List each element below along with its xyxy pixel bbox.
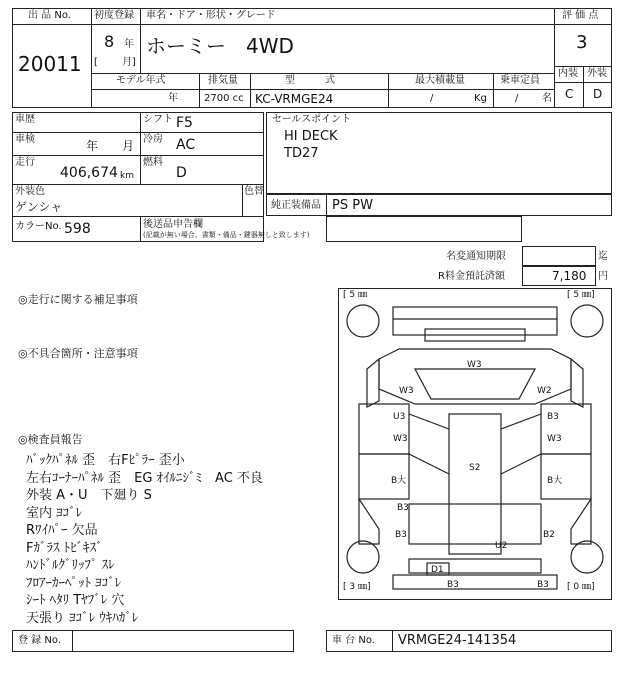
damage-mark: W3 (547, 434, 562, 444)
inspection-label: 車検 (15, 134, 35, 145)
tire-rr-label: [ 0 ㎜] (567, 582, 595, 592)
inspector-line: 室内 ﾖｺﾞﾚ (26, 505, 83, 521)
chassis-label: 車 台 No. (332, 635, 375, 646)
damage-mark: U3 (393, 412, 406, 422)
inspector-line: ﾌﾛｱｰｶｰﾍﾟｯﾄ ﾖｺﾞﾚ (26, 575, 122, 591)
damage-mark: B3 (547, 412, 559, 422)
chassis: VRMGE24-141354 (398, 633, 517, 648)
inspector-lines (26, 449, 326, 624)
max-load-unit: Kg (474, 93, 487, 104)
mileage-unit: km (120, 171, 134, 181)
first-reg-label: 初度登録 (94, 10, 134, 21)
damage-mark: W3 (393, 434, 408, 444)
equipment-label: 純正装備品 (271, 200, 321, 211)
color-label: 外装色 (15, 186, 45, 197)
damage-mark: B3 (447, 580, 459, 590)
first-reg-year: 8 (104, 32, 115, 51)
damage-mark: B3 (395, 530, 407, 540)
vehicle-diagram (338, 288, 612, 600)
inspector-line: Rﾜｲﾊﾟｰ 欠品 (26, 523, 98, 538)
damage-mark: B3 (397, 503, 409, 513)
month-open: [ (94, 57, 98, 68)
score: 3 (576, 32, 588, 53)
name-change-label: 名変通知期限 (446, 251, 506, 262)
fuel-label: 燃料 (143, 157, 163, 168)
car-name-label: 車名・ドア・形状・グレード (146, 10, 276, 21)
damage-mark: U2 (495, 541, 508, 551)
name-change-unit: 迄 (598, 251, 608, 262)
shift-label: シフト (143, 114, 173, 125)
capacity-label: 乗車定員 (500, 75, 540, 86)
interior-label: 内装 (558, 68, 578, 79)
vehicle-diagram-svg (339, 289, 611, 599)
mileage: 406,674 (60, 165, 118, 181)
sales-point-2: TD27 (284, 146, 319, 161)
inspection-year-unit: 年 (86, 139, 99, 153)
tire-fl-label: [ 5 ㎜ (343, 290, 367, 300)
inspector-line: Fｶﾞﾗｽ ﾄﾋﾞｷｽﾞ (26, 540, 103, 556)
fuel: D (176, 165, 187, 181)
damage-mark: B2 (543, 530, 555, 540)
tire-rl-label: [ 3 ㎜] (343, 582, 371, 592)
driving-label: ◎走行に関する補足事項 (18, 293, 138, 306)
capacity-unit: 名 (542, 93, 552, 104)
inspector-line: 天張り ﾖｺﾞﾚ ｳｷﾊｶﾞﾚ (26, 610, 139, 626)
inspector-line: ﾊﾞｯｸﾊﾟﾈﾙ 歪 右Fﾋﾟﾗｰ 歪小 (26, 453, 185, 468)
damage-mark: B大 (391, 476, 407, 486)
damage-mark: W3 (467, 360, 482, 370)
score-label: 評 価 点 (562, 10, 599, 21)
equipment: PS PW (332, 198, 373, 213)
defects-label: ◎不具合箇所・注意事項 (18, 347, 138, 360)
color: ゲンシャ (15, 200, 63, 214)
displacement: 2700 cc (204, 93, 244, 104)
capacity-sep: / (515, 93, 519, 104)
inspector-line: 外装 A・U 下廻り S (26, 488, 152, 503)
inspector-line: 左右ｺｰﾅｰﾊﾟﾈﾙ 歪 EG ｵｲﾙﾆｼﾞﾐ AC 不良 (26, 470, 263, 486)
inspector-line: ｼｰﾄ ﾍﾀﾘ Tﾔﾌﾞﾚ 穴 (26, 593, 125, 608)
ac-label: 冷房 (143, 134, 163, 145)
lot-no-label: 出 品 No. (28, 10, 71, 21)
shift: F5 (176, 115, 193, 131)
damage-mark: B3 (537, 580, 549, 590)
name-change-box (522, 246, 596, 266)
model-label: 型 式 (285, 75, 335, 86)
reg-no-label: 登 録 No. (18, 635, 61, 646)
interior-grade: C (565, 87, 574, 101)
ac: AC (176, 137, 196, 153)
sales-point-label: セールスポイント (272, 114, 352, 125)
exterior-grade: D (593, 87, 603, 101)
year-unit: 年 (124, 39, 134, 50)
recycle-label: R料金預託済額 (438, 271, 505, 282)
color-no: 598 (64, 221, 91, 237)
model-year-unit: 年 (168, 93, 178, 104)
history-label: 車歴 (15, 114, 35, 125)
color-no-label: カラーNo. (15, 221, 62, 232)
exterior-label: 外装 (587, 68, 607, 79)
sales-point-1: HI DECK (284, 129, 338, 144)
inspector-line: ﾊﾝﾄﾞﾙｸﾞﾘｯﾌﾟ ｽﾚ (26, 558, 115, 573)
docs-note: (記載が無い場合、書類・備品・鍵器無しと致します) (143, 231, 310, 239)
inspection-month-unit: 月 (122, 139, 135, 153)
repaint-label: 色替 (244, 186, 264, 197)
damage-mark: W2 (537, 386, 552, 396)
displacement-label: 排気量 (208, 75, 238, 86)
damage-mark: D1 (431, 565, 444, 575)
damage-mark: S2 (469, 463, 481, 473)
damage-mark: B大 (547, 476, 563, 486)
recycle-unit: 円 (598, 271, 608, 282)
inspector-label: ◎検査員報告 (18, 433, 83, 446)
car-name: ホーミー 4WD (146, 34, 294, 58)
docs-label: 後送品申告欄 (143, 219, 203, 230)
model: KC-VRMGE24 (255, 92, 334, 106)
max-load-sep: / (430, 93, 434, 104)
damage-mark: W3 (399, 386, 414, 396)
max-load-label: 最大積載量 (415, 75, 465, 86)
model-year-label: モデル年式 (116, 75, 166, 86)
lot-no: 20011 (18, 52, 82, 76)
month-unit: 月] (122, 57, 136, 68)
mileage-label: 走行 (15, 157, 35, 168)
recycle: 7,180 (552, 269, 587, 283)
tire-fr-label: [ 5 ㎜] (567, 290, 595, 300)
